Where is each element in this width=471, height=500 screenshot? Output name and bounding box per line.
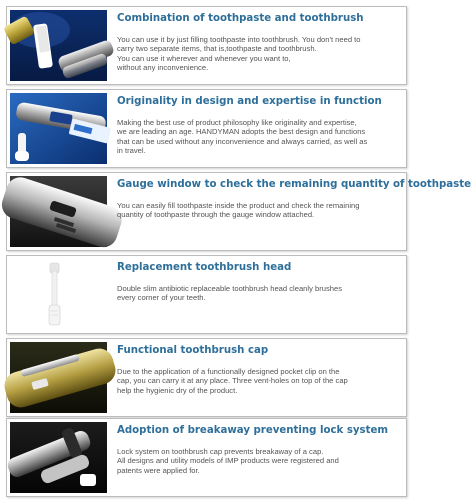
feature-description <box>117 284 401 303</box>
description-line: carry two separate items, that is,toothpaste and toothbrush. <box>117 44 317 54</box>
feature-card-toothbrush-cap <box>6 338 407 417</box>
description-line: quantity of toothpaste through the gauge window attached. <box>117 210 315 220</box>
feature-card-gauge-window <box>6 172 471 251</box>
feature-description <box>117 35 401 72</box>
feature-card-replacement-head <box>6 255 407 334</box>
toothbrush-and-toothpaste-tube-photo <box>10 93 107 164</box>
gauge-window-closeup-photo <box>10 176 107 247</box>
description-line: in travel. <box>117 145 146 155</box>
feature-title: Gauge window to check the remaining quantity of toothpaste <box>117 179 471 190</box>
toothbrush-with-toothpaste-photo <box>10 10 107 81</box>
feature-title: Replacement toothbrush head <box>117 262 292 273</box>
description-line: Making the best use of product philosophy like originality and expertise, <box>117 118 357 127</box>
feature-card-originality-design <box>6 89 407 168</box>
feature-description <box>117 447 401 475</box>
feature-card-lock-system <box>6 418 407 497</box>
feature-title: Functional toothbrush cap <box>117 345 269 356</box>
feature-description <box>117 367 401 395</box>
description-line: Double slim antibiotic replaceable toothbrush head cleanly brushes <box>117 284 342 293</box>
description-line: help the hygienic dry of the product. <box>117 385 238 395</box>
description-line: patents were applied for. <box>117 465 200 475</box>
description-line: we are leading an age. HANDYMAN adopts the best design and functions <box>117 127 366 137</box>
replacement-brush-head-photo <box>10 259 107 330</box>
feature-title: Originality in design and expertise in function <box>117 96 382 107</box>
description-line: You can easily fill toothpaste inside the product and check the remaining <box>117 201 360 210</box>
description-line: cap, you can carry it at any place. Three vent-holes on top of the cap <box>117 376 348 386</box>
feature-title: Adoption of breakaway preventing lock system <box>117 425 389 436</box>
description-line: that can be used without any inconvenience and always carried, as well as <box>117 136 368 146</box>
description-line: All designs and utility models of IMP products were registered and <box>117 456 339 466</box>
feature-description <box>117 118 401 155</box>
lock-system-photo <box>10 422 107 493</box>
gold-cap-with-clip-photo <box>10 342 107 413</box>
feature-title: Combination of toothpaste and toothbrush <box>117 13 364 24</box>
description-line: without any inconvenience. <box>117 62 209 72</box>
description-line: Lock system on toothbrush cap prevents breakaway of a cap. <box>117 447 324 456</box>
description-line: You can use it wherever and whenever you want to, <box>117 53 291 63</box>
feature-description <box>117 201 401 220</box>
description-line: Due to the application of a functionally designed pocket clip on the <box>117 367 340 376</box>
description-line: every corner of your teeth. <box>117 293 206 303</box>
feature-card-toothpaste-toothbrush <box>6 6 407 85</box>
description-line: You can use it by just filling toothpaste into toothbrush. You don't need to <box>117 35 361 44</box>
